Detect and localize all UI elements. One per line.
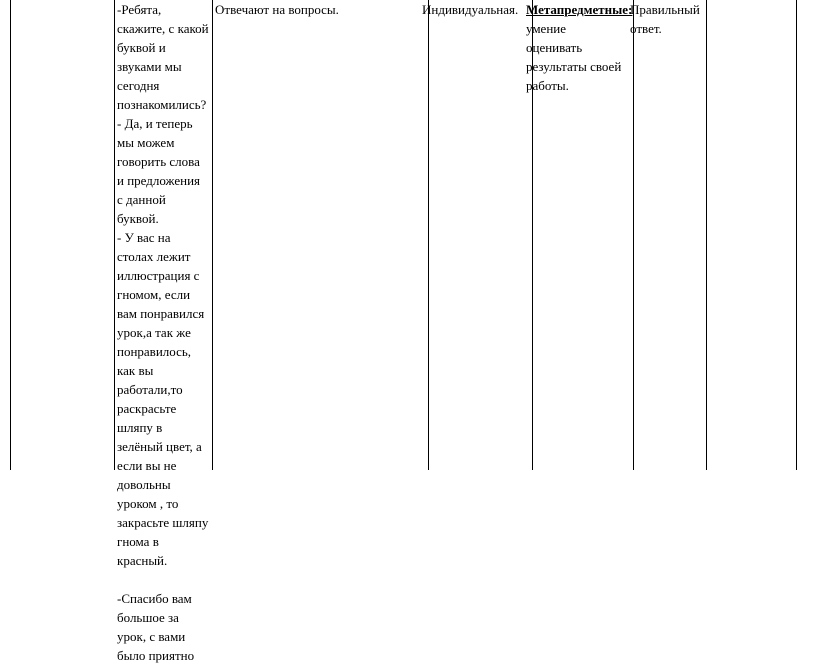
teacher-remark: - Да, и теперь мы можем говорить слова и предложения с данной буквой.	[117, 116, 201, 226]
teacher-thanks: -Спасибо вам большое за урок, с вами было приятно	[117, 591, 195, 663]
paragraph-gap	[117, 570, 209, 589]
results-heading: Метапредметные:	[526, 2, 633, 17]
student-activity-cell: Отвечают на вопросы.	[215, 2, 339, 17]
table-border-right	[796, 0, 797, 470]
teacher-question: -Ребята, скажите, с какой буквой и звуками мы сегодня познакомились?	[117, 2, 209, 112]
results-text: умение оценивать результаты своей работы.	[526, 21, 622, 93]
column-divider	[706, 0, 707, 470]
column-divider	[428, 0, 429, 470]
column-divider	[114, 0, 115, 470]
column-divider	[633, 0, 634, 470]
results-cell	[526, 0, 633, 95]
table-border-left	[10, 0, 11, 470]
column-divider	[212, 0, 213, 470]
teacher-instruction: - У вас на столах лежит иллюстрация с гномом, если вам понравился урок,а так же понравилось, как вы работали,то раскрасьте шляпу в зелёный цвет, а если вы не довольны уроком , то закрасьте шляпу гнома в красный.	[117, 230, 209, 568]
teacher-activity-cell	[117, 0, 209, 665]
work-form-cell: Индивидуальная.	[422, 2, 519, 17]
check-cell: Правильный ответ.	[630, 2, 700, 36]
